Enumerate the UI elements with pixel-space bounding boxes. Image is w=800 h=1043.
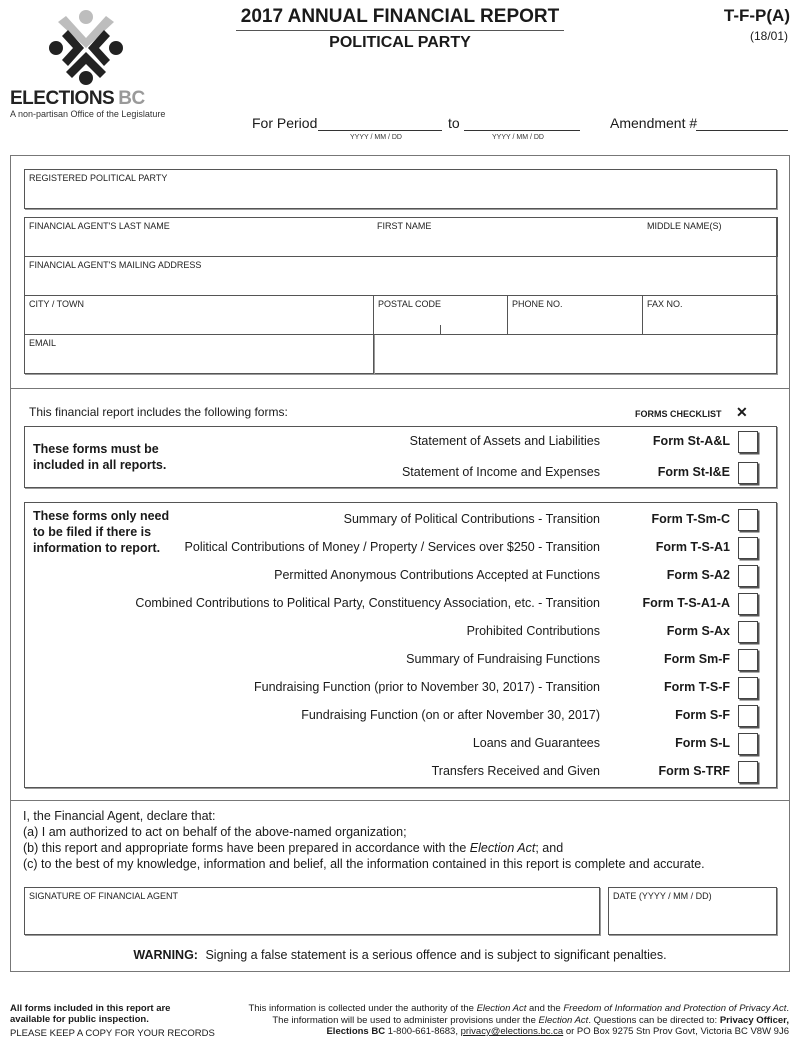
form-checkbox[interactable] [738,761,758,783]
logo-tagline: A non-partisan Office of the Legislature [10,109,166,119]
form-code-label: Form T-S-A1-A [642,596,730,610]
footer-privacy-notice [248,1003,789,1038]
period-from-hint: YYYY / MM / DD [350,134,402,141]
privacy-text: This information is collected under the authority of the [248,1003,477,1014]
date-label: DATE (YYYY / MM / DD) [613,891,712,901]
form-row [25,733,776,755]
form-code: T-F-P(A) [723,6,790,25]
privacy-email-link[interactable]: privacy@elections.bc.ca [460,1026,564,1037]
form-code-label: Form S-F [675,708,730,722]
optional-forms-note: These forms only need to be filed if there is information to report. [33,509,170,555]
privacy-address: or PO Box 9275 Stn Prov Govt, Victoria BC V8W 9J6 [563,1026,789,1037]
privacy-officer: Privacy Officer, [719,1014,789,1026]
logo-wordmark-bc: BC [118,88,145,109]
mailing-address-field[interactable] [24,256,777,296]
form-description: Loans and Guarantees [472,736,600,750]
logo-wordmark [10,88,145,110]
amendment-field[interactable] [696,115,788,131]
required-forms-group [24,426,777,488]
city-field[interactable] [24,295,374,335]
last-name-label: FINANCIAL AGENT'S LAST NAME [29,221,170,231]
form-description: Prohibited Contributions [466,624,600,638]
mailing-address-label: FINANCIAL AGENT'S MAILING ADDRESS [29,260,202,270]
form-row [25,431,776,453]
forms-intro: This financial report includes the following forms: [29,405,288,419]
last-name-field[interactable] [24,217,373,257]
form-description: Statement of Assets and Liabilities [409,434,600,448]
form-description: Transfers Received and Given [431,764,600,778]
public-inspection-line2: available for public inspection. [10,1014,149,1025]
signature-label: SIGNATURE OF FINANCIAL AGENT [29,891,179,901]
privacy-line1 [248,1003,789,1015]
form-code-label: Form S-TRF [658,764,730,778]
optional-forms-group [24,502,777,788]
form-description: Statement of Income and Expenses [401,465,600,479]
registered-party-input[interactable] [25,184,776,208]
postal-code-label: POSTAL CODE [378,299,442,309]
form-row [25,621,776,643]
forms-checklist-header: FORMS CHECKLIST [635,409,722,419]
period-from-field[interactable] [318,115,442,131]
form-row [25,509,776,531]
form-checkbox[interactable] [738,593,758,615]
form-checkbox[interactable] [738,565,758,587]
logo-wordmark-elections: ELECTIONS [10,88,115,109]
form-code-label: Form St-I&E [657,465,730,479]
declaration-c: (c) to the best of my knowledge, information and belief, all the information contained in this report is complete and accurate. [23,857,705,871]
declaration-intro: I, the Financial Agent, declare that: [23,809,216,823]
report-subtitle: POLITICAL PARTY [329,34,471,51]
report-form [10,155,790,972]
form-checkbox[interactable] [738,431,758,453]
privacy-text: . Questions can be directed to: [588,1014,720,1026]
form-row [25,677,776,699]
period-to-label: to [448,115,460,131]
privacy-phone: 1-800-661-8683, [385,1026,461,1037]
required-forms-note: These forms must be included in all reports. [33,442,167,472]
declaration-b-act: Election Act [469,841,536,855]
postal-code-field[interactable] [373,295,508,335]
declaration-a: (a) I am authorized to act on behalf of the above-named organization; [23,825,407,839]
city-label: CITY / TOWN [29,299,85,309]
form-code-label: Form Sm-F [664,652,730,666]
privacy-line2 [248,1015,789,1027]
report-title: 2017 ANNUAL FINANCIAL REPORT [236,6,564,31]
form-description: Combined Contributions to Political Party, Constituency Association, etc. - Transition [135,596,600,610]
form-checkbox[interactable] [738,705,758,727]
first-name-field[interactable] [373,217,643,257]
form-description: Summary of Fundraising Functions [406,652,600,666]
form-description: Political Contributions of Money / Property / Services over $250 - Transition [184,540,600,554]
form-version: (18/01) [749,29,788,43]
declaration-b-end: ; and [535,841,564,855]
date-field[interactable] [608,887,777,935]
privacy-act-ref: Election Act [538,1014,589,1026]
form-checkbox[interactable] [738,733,758,755]
footer-public-notice [10,1003,215,1039]
phone-field[interactable] [507,295,643,335]
form-code-label: Form S-A2 [666,568,730,582]
signature-field[interactable] [24,887,600,935]
period-to-field[interactable] [464,115,580,131]
form-code-label: Form St-A&L [652,434,730,448]
form-checkbox[interactable] [738,509,758,531]
registered-party-field[interactable] [24,169,777,209]
form-description: Fundraising Function (prior to November 30, 2017) - Transition [254,680,600,694]
elections-bc-logo [8,8,168,123]
form-row [25,462,776,484]
form-description: Summary of Political Contributions - Transition [343,512,600,526]
middle-names-field[interactable] [643,217,778,257]
amendment-label: Amendment # [610,115,698,131]
registered-party-label: REGISTERED POLITICAL PARTY [29,173,168,183]
keep-copy-notice: PLEASE KEEP A COPY FOR YOUR RECORDS [10,1028,215,1039]
form-code-label: Form T-S-F [664,680,730,694]
form-row [25,649,776,671]
declaration-b [23,840,705,856]
phone-label: PHONE NO. [512,299,563,309]
privacy-org: Elections BC [326,1026,386,1037]
form-row [25,537,776,559]
fax-label: FAX NO. [647,299,683,309]
form-checkbox[interactable] [738,649,758,671]
period-label: For Period [252,115,318,131]
middle-names-label: MIDDLE NAME(S) [647,221,722,231]
form-row [25,761,776,783]
section-divider [11,388,789,389]
privacy-text: and the [526,1003,564,1014]
declaration [23,808,705,872]
form-checkbox[interactable] [738,462,758,484]
privacy-text: The information will be used to administer provisions under the [272,1014,539,1026]
warning-text: Signing a false statement is a serious offence and is subject to significant penalties. [205,948,667,962]
form-checkbox[interactable] [738,537,758,559]
period-to-hint: YYYY / MM / DD [492,134,544,141]
postal-code-divider [440,325,441,334]
form-code-label: Form T-S-A1 [655,540,730,554]
form-row [25,705,776,727]
elections-bc-emblem-icon [44,8,128,86]
warning-notice [11,948,789,962]
form-code-label: Form S-Ax [666,624,730,638]
declaration-b-text: (b) this report and appropriate forms have been prepared in accordance with the [23,841,470,855]
form-row [25,565,776,587]
public-inspection-line1: All forms included in this report are [10,1003,171,1014]
first-name-label: FIRST NAME [377,221,432,231]
checklist-x-icon: ✕ [736,404,748,420]
form-description: Permitted Anonymous Contributions Accepted at Functions [274,568,600,582]
section-divider [11,800,789,801]
fax-field[interactable] [642,295,778,335]
form-checkbox[interactable] [738,621,758,643]
form-code-label: Form T-Sm-C [651,512,730,526]
form-code-label: Form S-L [675,736,730,750]
email-label: EMAIL [29,338,57,348]
form-description: Fundraising Function (on or after November 30, 2017) [301,708,600,722]
form-row [25,593,776,615]
privacy-act-ref: Freedom of Information and Protection of Privacy Act [563,1003,787,1014]
privacy-act-ref: Election Act [476,1003,527,1014]
privacy-line3 [248,1026,789,1038]
form-checkbox[interactable] [738,677,758,699]
privacy-text: . [786,1003,789,1014]
warning-label: WARNING: [133,948,198,962]
email-field[interactable] [24,334,374,374]
